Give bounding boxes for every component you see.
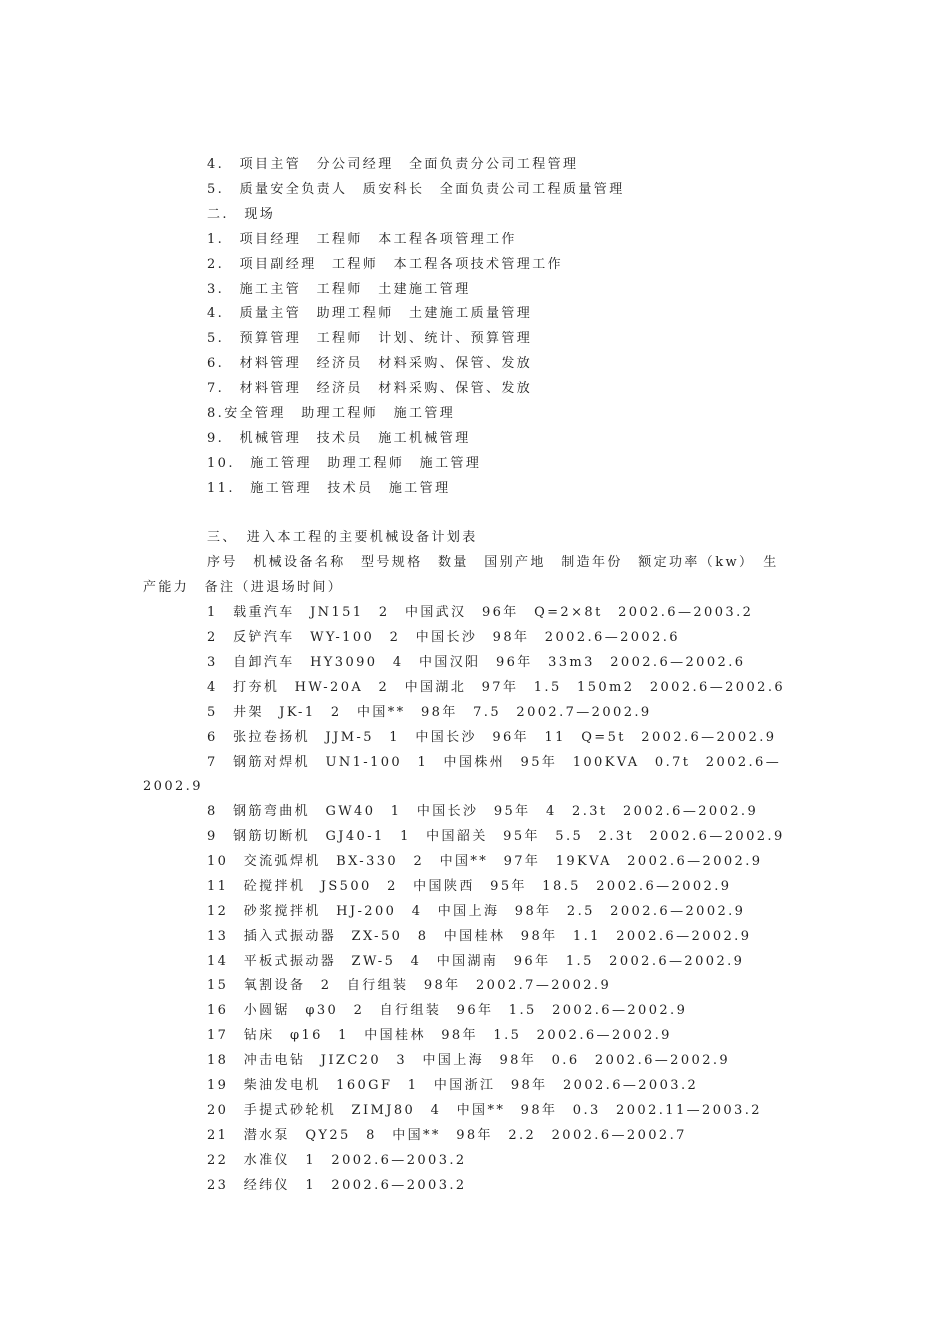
equipment-row: 19 柴油发电机 160GF 1 中国浙江 98年 2002.6—2003.2	[207, 1078, 699, 1093]
equipment-row: 5 井架 JK-1 2 中国** 98年 7.5 2002.7—2002.9	[207, 705, 652, 720]
site-item-10: 10. 施工管理 助理工程师 施工管理	[207, 456, 482, 471]
equipment-row: 12 砂浆搅拌机 HJ-200 4 中国上海 98年 2.5 2002.6—2002.9	[207, 904, 746, 919]
site-item-2: 2. 项目副经理 工程师 本工程各项技术管理工作	[207, 257, 564, 272]
site-item-6: 6. 材料管理 经济员 材料采购、保管、发放	[207, 356, 533, 371]
equipment-row: 23 经纬仪 1 2002.6—2003.2	[207, 1178, 467, 1193]
equipment-row: 4 打夯机 HW-20A 2 中国湖北 97年 1.5 150m2 2002.6—2002.6	[207, 680, 786, 695]
equipment-table-header-cont: 产能力 备注（进退场时间）	[143, 580, 344, 595]
site-item-11: 11. 施工管理 技术员 施工管理	[207, 481, 451, 496]
equipment-row: 14 平板式振动器 ZW-5 4 中国湖南 96年 1.5 2002.6—2002.9	[207, 954, 745, 969]
company-item-5: 5. 质量安全负责人 质安科长 全面负责公司工程质量管理	[207, 182, 625, 197]
equipment-row: 8 钢筋弯曲机 GW40 1 中国长沙 95年 4 2.3t 2002.6—2002.9	[207, 804, 759, 819]
equipment-table-header: 序号 机械设备名称 型号规格 数量 国别产地 制造年份 额定功率（kw） 生	[207, 555, 779, 570]
equipment-row-cont: 2002.9	[143, 779, 203, 794]
site-heading: 二. 现场	[207, 207, 276, 222]
equipment-row: 15 氧割设备 2 自行组装 98年 2002.7—2002.9	[207, 978, 612, 993]
equipment-row: 1 载重汽车 JN151 2 中国武汉 96年 Q=2×8t 2002.6—2003.2	[207, 605, 754, 620]
equipment-row: 17 钻床 φ16 1 中国桂林 98年 1.5 2002.6—2002.9	[207, 1028, 672, 1043]
site-item-4: 4. 质量主管 助理工程师 土建施工质量管理	[207, 306, 533, 321]
equipment-row: 11 砼搅拌机 JS500 2 中国陕西 95年 18.5 2002.6—2002.9	[207, 879, 732, 894]
equipment-row: 22 水准仪 1 2002.6—2003.2	[207, 1153, 467, 1168]
equipment-row: 9 钢筋切断机 GJ40-1 1 中国韶关 95年 5.5 2.3t 2002.6—2002.9	[207, 829, 785, 844]
company-item-4: 4. 项目主管 分公司经理 全面负责分公司工程管理	[207, 157, 579, 172]
site-item-7: 7. 材料管理 经济员 材料采购、保管、发放	[207, 381, 533, 396]
site-item-1: 1. 项目经理 工程师 本工程各项管理工作	[207, 232, 517, 247]
equipment-row: 16 小圆锯 φ30 2 自行组装 96年 1.5 2002.6—2002.9	[207, 1003, 688, 1018]
equipment-row: 7 钢筋对焊机 UN1-100 1 中国株州 95年 100KVA 0.7t 2002.6—	[207, 755, 782, 770]
equipment-row: 20 手提式砂轮机 ZIMJ80 4 中国** 98年 0.3 2002.11—2003.2	[207, 1103, 762, 1118]
equipment-row: 21 潜水泵 QY25 8 中国** 98年 2.2 2002.6—2002.7	[207, 1128, 687, 1143]
site-item-9: 9. 机械管理 技术员 施工机械管理	[207, 431, 471, 446]
equipment-row: 10 交流弧焊机 BX-330 2 中国** 97年 19KVA 2002.6—2002.9	[207, 854, 763, 869]
equipment-row: 6 张拉卷扬机 JJM-5 1 中国长沙 96年 11 Q=5t 2002.6—2002.9	[207, 730, 777, 745]
site-item-8: 8.安全管理 助理工程师 施工管理	[207, 406, 456, 421]
site-item-3: 3. 施工主管 工程师 土建施工管理	[207, 282, 471, 297]
equipment-row: 18 冲击电钻 JIZC20 3 中国上海 98年 0.6 2002.6—2002.9	[207, 1053, 731, 1068]
equipment-heading: 三、 进入本工程的主要机械设备计划表	[207, 530, 478, 545]
equipment-row: 2 反铲汽车 WY-100 2 中国长沙 98年 2002.6—2002.6	[207, 630, 680, 645]
equipment-row: 3 自卸汽车 HY3090 4 中国汉阳 96年 33m3 2002.6—2002.6	[207, 655, 746, 670]
equipment-row: 13 插入式振动器 ZX-50 8 中国桂林 98年 1.1 2002.6—2002.9	[207, 929, 752, 944]
site-item-5: 5. 预算管理 工程师 计划、统计、预算管理	[207, 331, 533, 346]
